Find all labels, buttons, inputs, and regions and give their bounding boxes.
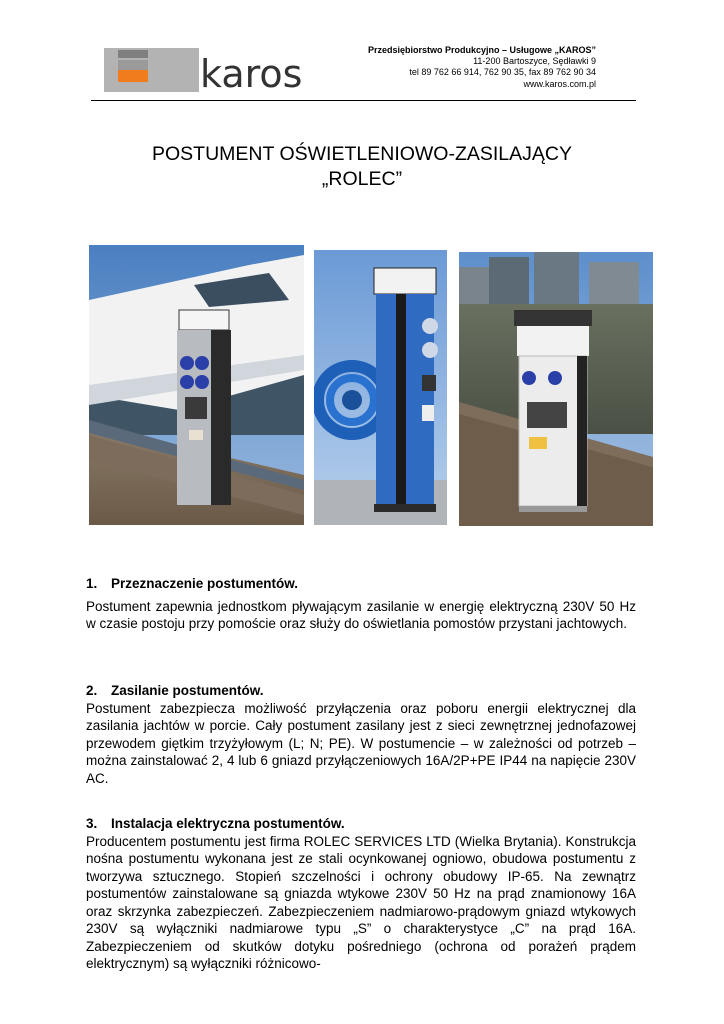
header-divider: [91, 100, 636, 101]
section-1-title: Przeznaczenie postumentów.: [111, 576, 299, 591]
section-1: [86, 575, 636, 633]
section-1-heading: [86, 575, 636, 593]
photo-white-pedestal-on-pier: [459, 252, 653, 526]
company-website: www.karos.com.pl: [523, 78, 596, 89]
company-address: 11-200 Bartoszyce, Sędławki 9: [473, 56, 596, 67]
section-2-heading: [86, 682, 636, 700]
photo-pedestal-by-yacht: [89, 245, 304, 525]
company-name: Przedsiębiorstwo Produkcyjno – Usługowe „KAROS”: [367, 45, 596, 55]
title-line-1: POSTUMENT OŚWIETLENIOWO-ZASILAJĄCY: [151, 143, 573, 165]
company-info: [368, 45, 596, 90]
section-2: [86, 682, 636, 787]
section-3: [86, 815, 636, 973]
section-1-number: 1.: [86, 576, 98, 591]
section-3-number: 3.: [86, 816, 98, 831]
section-2-title: Zasilanie postumentów.: [111, 683, 264, 698]
section-1-body: Postument zapewnia jednostkom pływającym zasilanie w energię elektryczną 230V 50 Hz w czasie postoju przy pomoście oraz służy do oświetlania pomostów przystani jachtowych.: [86, 598, 636, 631]
company-phone: tel 89 762 66 914, 762 90 35, fax 89 762 90 34: [409, 67, 596, 78]
section-3-title: Instalacja elektryczna postumentów.: [111, 816, 345, 831]
photo-blue-pedestal-with-hose: [314, 250, 447, 525]
section-3-heading: [86, 815, 636, 833]
document-title: [0, 142, 724, 192]
title-line-2: „ROLEC”: [321, 168, 403, 190]
section-2-body: Postument zabezpiecza możliwość przyłączenia oraz poboru energii elektrycznej dla zasilania jachtów w porcie. Cały postument zasilany jest z sieci zewnętrznej jednofazowej przewodem giętkim trzyżyłowym (L; N; PE). W postumencie – w zależności od potrzeb – można zainstalować 2, 4 lub 6 gniazd przyłączeniowych 16A/2P+PE IP44 na napięcie 230V AC.: [86, 700, 636, 786]
logo-text: karos: [200, 52, 303, 92]
company-logo: [104, 48, 316, 92]
section-3-body: Producentem postumentu jest firma ROLEC SERVICES LTD (Wielka Brytania). Konstrukcja nośna postumentu wykonana jest ze stali ocynkowanej ogniowo, obudowa postumentu z tworzywa sztucznego. Stopień szczelności i ochrony obudowy IP-65. Na zewnątrz postumentów zainstalowane są gniazda wtykowe 230V 50 Hz na prąd znamionowy 16A oraz skrzynka zabezpieczeń. Zabezpieczeniem nadmiarowo-prądowym gniazd wtykowych 230V są wyłączniki nadmiarowe typu „S” o charakterystyce „C” na prąd 16A. Zabezpieczeniem od skutków dotyku pośredniego (ochrona od porażeń prądem elektrycznym) są wyłączniki różnicowo-: [86, 833, 636, 971]
section-2-number: 2.: [86, 683, 98, 698]
